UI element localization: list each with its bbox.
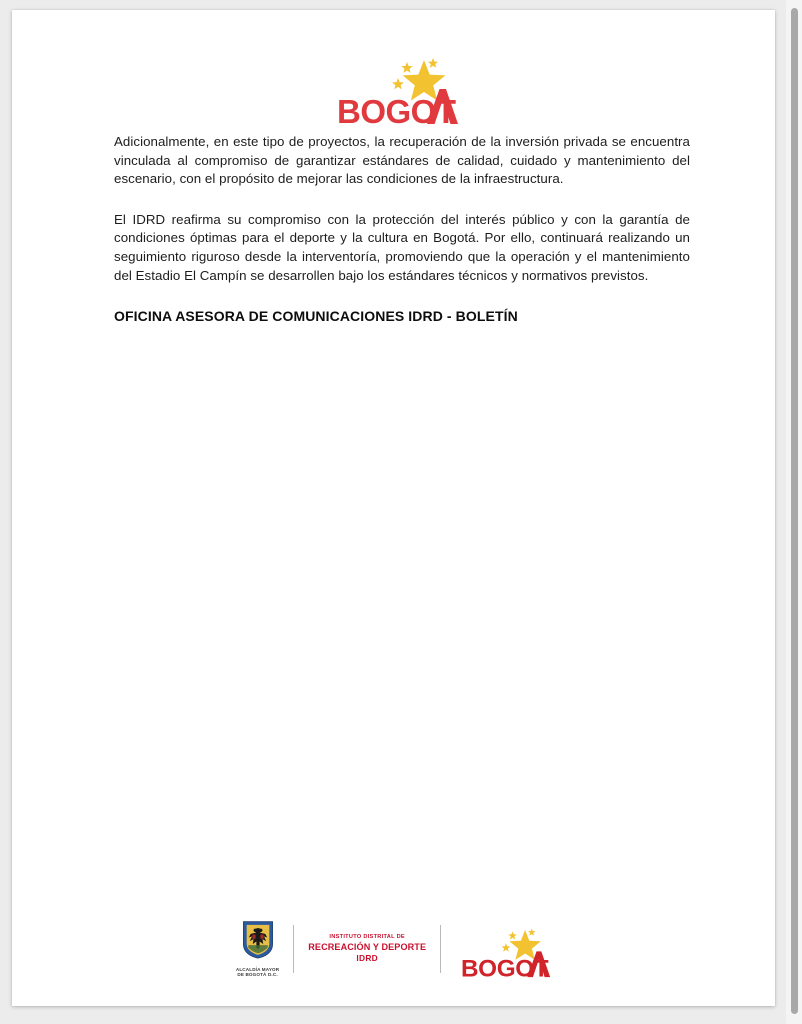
bogota-star-logo [329, 56, 459, 132]
alcaldia-caption-line2: DE BOGOTÁ D.C. [237, 972, 278, 978]
vertical-scrollbar-thumb[interactable] [791, 8, 798, 1014]
alcaldia-mayor-block [222, 920, 293, 978]
bogota-star-logo-footer [455, 927, 551, 983]
header-logo [12, 56, 775, 132]
document-footer [12, 920, 775, 983]
section-heading: OFICINA ASESORA DE COMUNICACIONES IDRD - BOLETÍN [114, 308, 518, 325]
vertical-scrollbar-track[interactable] [786, 0, 802, 1024]
alcaldia-caption-line1: ALCALDÍA MAYOR [235, 966, 280, 972]
idrd-block [294, 934, 440, 963]
paragraph-2: El IDRD reafirma su compromiso con la protección del interés público y con la garantía de condiciones óptimas para el deporte y la cultura en Bogotá. Por ello, continuará realizando un seguimiento riguroso desde la interventoría, promoviendo que la operación y el mantenimiento del Estadio El Campín se desarrollen bajo los estándares técnicos y normativos previstos. [114, 211, 690, 283]
document-page [12, 10, 775, 1006]
alcaldia-caption [236, 967, 279, 978]
svg-text:BOGOT: BOGOT [336, 93, 455, 130]
paragraph-1: Adicionalmente, en este tipo de proyectos, la recuperación de la inversión privada se encuentra vinculada al compromiso de garantizar estándares de calidad, cuidado y mantenimiento del escenario, con el propósito de mejorar las condiciones de la infraestructura. [114, 134, 690, 187]
footer-bogota-logo-block [441, 927, 565, 983]
idrd-line-1: INSTITUTO DISTRITAL DE [329, 934, 405, 941]
svg-text:BOGOT: BOGOT [461, 955, 549, 983]
document-body [114, 133, 690, 326]
idrd-line-2: RECREACIÓN Y DEPORTE [308, 941, 427, 952]
bogota-coat-of-arms-icon [241, 920, 275, 964]
idrd-line-3: IDRD [356, 952, 379, 963]
